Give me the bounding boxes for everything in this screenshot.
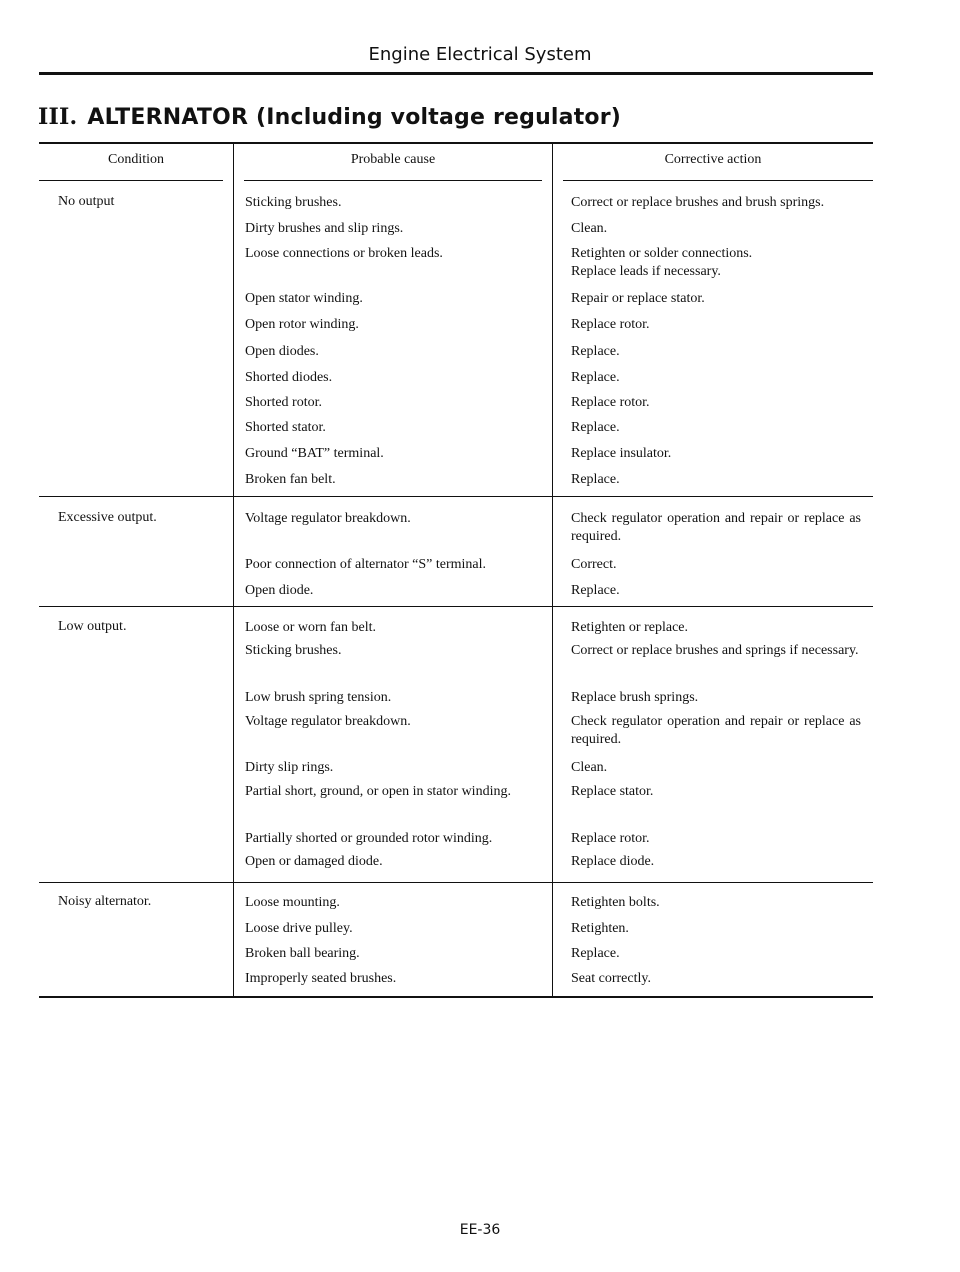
cause-cell: Open stator winding. [245, 291, 363, 306]
cause-cell: Dirty brushes and slip rings. [245, 221, 404, 236]
action-cell: Seat correctly. [571, 971, 651, 986]
page-header-title: Engine Electrical System [368, 44, 592, 65]
action-cell: Replace. [571, 583, 620, 598]
action-cell: Clean. [571, 221, 608, 236]
cause-cell: Open rotor winding. [245, 317, 359, 332]
cause-cell: Shorted diodes. [245, 370, 333, 385]
action-cell: Retighten. [571, 921, 629, 936]
cause-cell: Shorted rotor. [245, 395, 322, 410]
cause-cell: Open diodes. [245, 344, 319, 359]
table-bottom-rule [39, 996, 873, 998]
condition-excessive-output: Excessive output. [58, 510, 157, 525]
action-cell: Replace. [571, 344, 620, 359]
action-cell: Correct or replace brushes and brush springs. [571, 195, 825, 210]
column-divider-1 [233, 143, 234, 998]
section-title-text: ALTERNATOR (Including voltage regulator) [87, 105, 622, 130]
table-top-rule [39, 142, 873, 144]
cause-cell: Dirty slip rings. [245, 760, 334, 775]
group-divider [39, 606, 873, 607]
action-cell: Replace rotor. [571, 831, 650, 846]
condition-noisy-alternator: Noisy alternator. [58, 894, 152, 909]
group-divider [39, 882, 873, 883]
cause-cell: Voltage regulator breakdown. [245, 511, 411, 526]
action-cell: Retighten bolts. [571, 895, 660, 910]
action-cell: Retighten or solder connections. Replace leads if necessary. [571, 246, 753, 279]
cause-cell: Sticking brushes. [245, 643, 342, 658]
action-cell: Correct. [571, 557, 617, 572]
page-number: EE-36 [459, 1222, 501, 1238]
column-divider-2 [552, 143, 553, 998]
cause-cell: Loose connections or broken leads. [245, 246, 443, 261]
action-cell: Replace rotor. [571, 395, 650, 410]
action-cell: Repair or replace stator. [571, 291, 705, 306]
section-number: III. [38, 104, 78, 130]
action-cell: Replace stator. [571, 784, 654, 799]
cause-cell: Improperly seated brushes. [245, 971, 397, 986]
cause-cell: Low brush spring tension. [245, 690, 392, 705]
action-cell: Replace insulator. [571, 446, 672, 461]
column-header-corrective-action: Corrective action [664, 152, 762, 167]
condition-low-output: Low output. [58, 619, 127, 634]
cause-cell: Loose drive pulley. [245, 921, 353, 936]
cause-cell: Open diode. [245, 583, 314, 598]
cause-cell: Broken fan belt. [245, 472, 336, 487]
action-cell: Replace. [571, 420, 620, 435]
cause-cell: Shorted stator. [245, 420, 326, 435]
action-cell: Replace. [571, 370, 620, 385]
action-cell: Check regulator operation and repair or replace as required. [571, 511, 861, 544]
action-cell: Replace. [571, 472, 620, 487]
header-underline-condition [39, 180, 223, 181]
action-cell: Retighten or replace. [571, 620, 689, 635]
condition-no-output: No output [58, 194, 115, 209]
column-header-probable-cause: Probable cause [350, 152, 436, 167]
action-cell: Replace brush springs. [571, 690, 699, 705]
cause-cell: Ground “BAT” terminal. [245, 446, 384, 461]
cause-cell: Loose mounting. [245, 895, 340, 910]
cause-cell: Loose or worn fan belt. [245, 620, 377, 635]
action-cell: Correct or replace brushes and springs if necessary. [571, 643, 859, 658]
cause-cell: Partially shorted or grounded rotor winding. [245, 831, 493, 846]
action-cell: Replace diode. [571, 854, 655, 869]
cause-cell: Voltage regulator breakdown. [245, 714, 411, 729]
action-cell: Check regulator operation and repair or replace as required. [571, 714, 861, 747]
group-divider [39, 496, 873, 497]
cause-cell: Open or damaged diode. [245, 854, 383, 869]
cause-cell: Broken ball bearing. [245, 946, 360, 961]
header-rule [39, 72, 873, 75]
header-underline-action [563, 180, 873, 181]
header-underline-cause [244, 180, 542, 181]
action-cell: Replace. [571, 946, 620, 961]
column-header-condition: Condition [107, 152, 164, 167]
action-cell: Replace rotor. [571, 317, 650, 332]
cause-cell: Partial short, ground, or open in stator winding. [245, 784, 511, 799]
cause-cell: Poor connection of alternator “S” terminal. [245, 557, 487, 572]
action-cell: Clean. [571, 760, 608, 775]
cause-cell: Sticking brushes. [245, 195, 342, 210]
section-title [38, 104, 621, 130]
